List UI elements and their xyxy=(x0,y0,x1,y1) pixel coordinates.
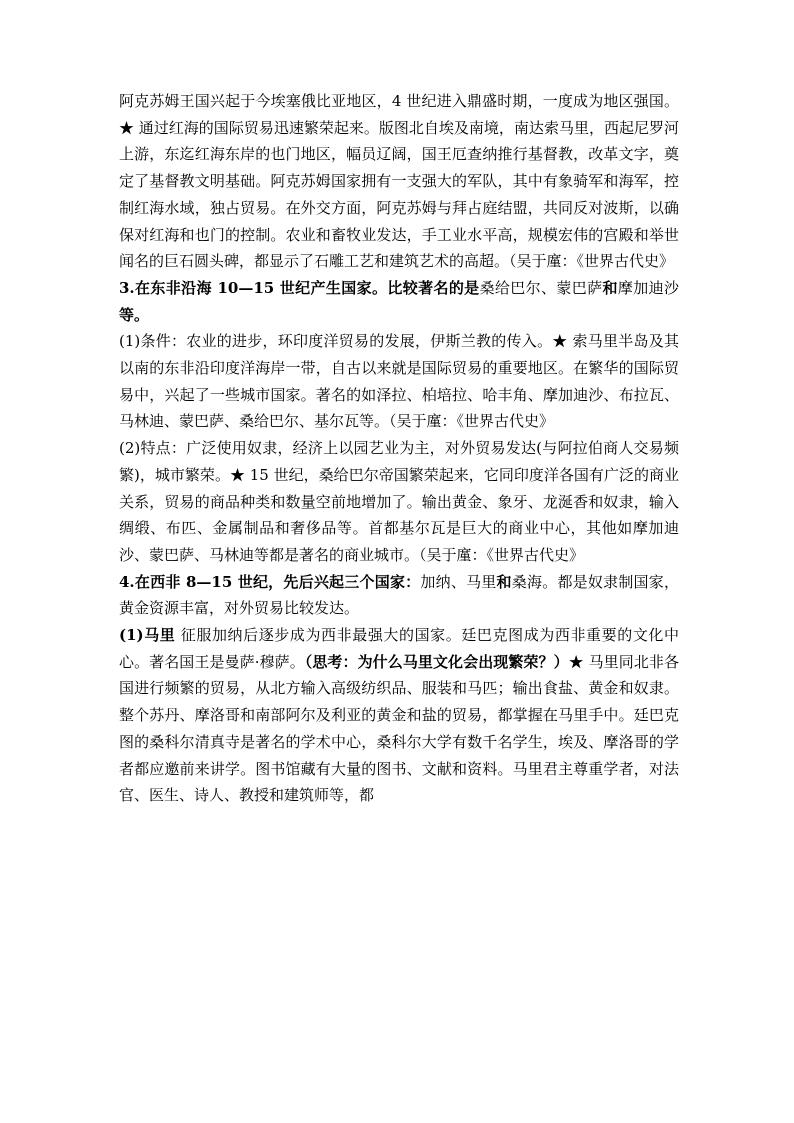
aksum-paragraph: 阿克苏姆王国兴起于今埃塞俄比亚地区，4 世纪进入鼎盛时期，一度成为地区强国。★ 通过红海的国际贸易迅速繁荣起来。版图北自埃及南境，南达索马里，西起尼罗河上游，东迄红海东岸的也门地区，幅员辽阔，国王厄查纳推行基督教，改革文字，奠定了基督教文明基础。阿克苏姆国家拥有一支强大的军队，其中有象骑军和海军，控制红海水域，独占贸易。在外交方面，阿克苏姆与拜占庭结盟，共同反对波斯，以确保对红海和也门的控制。农业和畜牧业发达，手工业水平高，规模宏伟的宫殿和举世闻名的巨石圆头碑，都显示了石雕工艺和建筑艺术的高超。（吴于廑：《世界古代史》 xyxy=(119,92,679,271)
east-heading-and: 和 xyxy=(602,278,618,297)
east-africa-conditions: (1)条件：农业的进步，环印度洋贸易的发展，伊斯兰教的传入。★ 索马里半岛及其以南的东非沿印度洋海岸一带，自古以来就是国际贸易的重要地区。在繁华的国际贸易中，兴起了一些城市国家。著名的如泽拉、柏培拉、哈丰角、摩加迪沙、布拉瓦、马林迪、蒙巴萨、桑给巴尔、基尔瓦等。（吴于廑：《世界古代史》 xyxy=(119,332,679,431)
east-africa-features: (2)特点：广泛使用奴隶，经济上以园艺业为主，对外贸易发达(与阿拉伯商人交易频繁)，城市繁荣。★ 15 世纪，桑给巴尔帝国繁荣起来，它同印度洋各国有广泛的商业关系，贸易的商品种类和数量空前地增加了。输出黄金、象牙、龙涎香和奴隶，输入绸缎、布匹、金属制品和奢侈品等。首都基尔瓦是巨大的商业中心，其他如摩加迪沙、蒙巴萨、马林迪等都是著名的商业城市。（吴于廑：《世界古代史》 xyxy=(119,439,679,564)
east-heading-end: 等。 xyxy=(119,305,150,324)
west-heading-and: 和 xyxy=(496,572,512,591)
west-heading-rest: 。都是奴隶制国家，黄金资源丰富，对外贸易比较发达。 xyxy=(119,572,679,618)
mali-question: （思考：为什么马里文化会出现繁荣？） xyxy=(304,652,569,671)
mali-paragraph xyxy=(119,622,679,809)
document-page xyxy=(119,88,679,809)
mali-intro: 征服加纳后逐步成为西非最强大的国家。廷巴克图成为西非重要的文化中心。著名国王是曼萨·穆萨。 xyxy=(119,626,679,671)
west-heading-text: 4.在西非 8—15 世纪，先后兴起三个国家： xyxy=(119,572,421,591)
east-heading-states: 桑给巴尔、蒙巴萨 xyxy=(479,278,603,297)
mali-detail: ★ 马里同北非各国进行频繁的贸易，从北方输入高级纺织品、服装和马匹；输出食盐、黄金和奴隶。整个苏丹、摩洛哥和南部阿尔及利亚的黄金和盐的贸易，都掌握在马里手中。廷巴克图的桑科尔清真寺是著名的学术中心，桑科尔大学有数千名学生，埃及、摩洛哥的学者都应邀前来讲学。图书馆藏有大量的图书、文献和资料。马里君主尊重学者，对法官、医生、诗人、教授和建筑师等，都 xyxy=(119,652,679,805)
west-africa-heading xyxy=(119,569,679,622)
east-heading-mogadishu: 摩加迪沙 xyxy=(617,278,679,297)
mali-label: (1)马里 xyxy=(119,626,176,645)
east-africa-heading xyxy=(119,275,679,328)
west-heading-sep: 、 xyxy=(450,572,467,591)
west-heading-ghana: 加纳 xyxy=(420,572,451,591)
west-heading-mali: 马里 xyxy=(466,572,497,591)
east-heading-text: 3.在东非沿海 10—15 世纪产生国家。比较著名的是 xyxy=(119,278,480,297)
west-heading-songhai: 桑海 xyxy=(511,572,543,591)
